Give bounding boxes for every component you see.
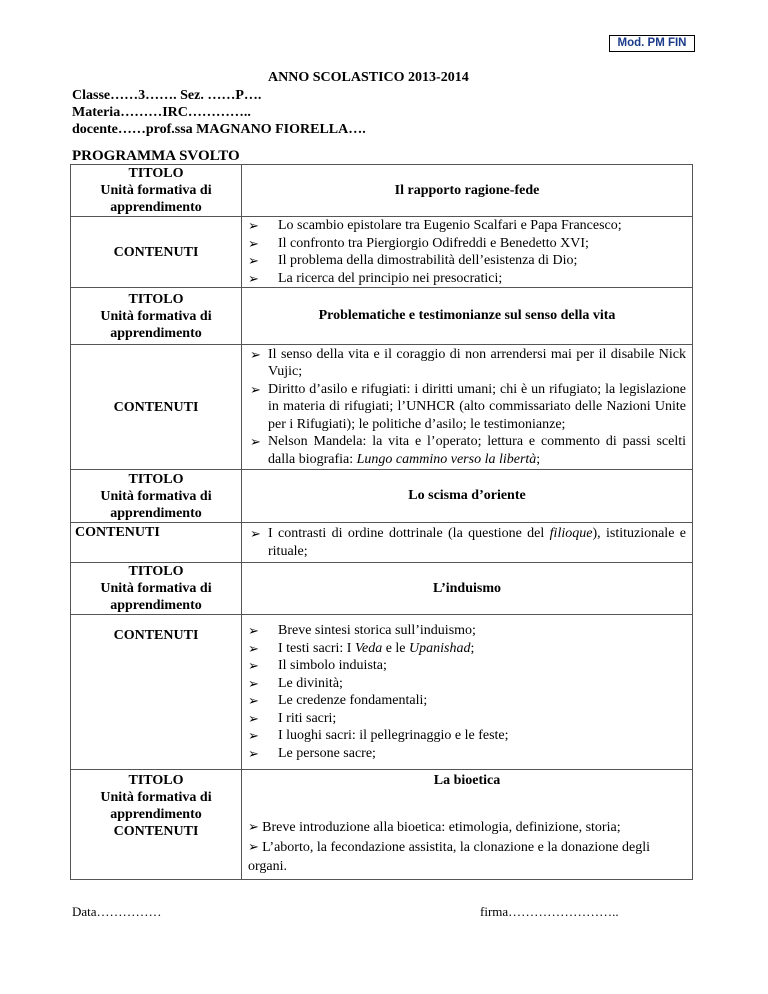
list-item: ➢ Le persone sacre;: [248, 745, 376, 761]
contenuti-label: CONTENUTI: [71, 345, 242, 470]
signature-field: firma……………………..: [480, 904, 619, 919]
unit-5-row: [71, 770, 693, 880]
list-item: ➢ I testi sacri: I Veda e le Upanishad;: [248, 640, 475, 656]
arrowhead-bullet-icon: ➢: [248, 235, 259, 251]
list-item: ➢ Lo scambio epistolare tra Eugenio Scalfari e Papa Francesco;: [248, 218, 622, 233]
date-field: Data……………: [72, 904, 162, 919]
list-item: ➢ Il confronto tra Piergiorgio Odifreddi e Benedetto XVI;: [248, 235, 589, 251]
unit-title-label: TITOLO Unità formativa di apprendimento: [71, 165, 242, 217]
unit-1-content-row: [71, 217, 693, 288]
arrowhead-bullet-icon: ➢: [248, 728, 259, 743]
arrowhead-bullet-icon: ➢: [248, 693, 259, 708]
class-section: Classe……3……. Sez. ……P….: [72, 88, 262, 103]
list-item: ➢ Breve sintesi storica sull’induismo;: [248, 623, 476, 638]
unit-4-title-row: [71, 563, 693, 615]
unit-2-title: Problematiche e testimonianze sul senso della vita: [242, 288, 693, 345]
unit-3-list: [248, 525, 686, 560]
unit-5-list: [248, 817, 686, 876]
arrowhead-bullet-icon: ➢: [248, 839, 263, 854]
arrowhead-bullet-icon: ➢: [248, 710, 259, 726]
arrowhead-bullet-icon: ➢: [248, 253, 259, 268]
unit-4-content-row: [71, 615, 693, 770]
unit-title-label: TITOLO Unità formativa di apprendimento: [71, 470, 242, 523]
unit-3-title: Lo scisma d’oriente: [242, 470, 693, 523]
unit-1-title: Il rapporto ragione-fede: [242, 165, 693, 217]
arrowhead-bullet-icon: ➢: [248, 640, 259, 656]
teacher: docente……prof.ssa MAGNANO FIORELLA….: [72, 122, 366, 137]
unit-3-content-row: [71, 523, 693, 563]
unit-1-title-row: [71, 165, 693, 217]
arrowhead-bullet-icon: ➢: [250, 381, 261, 397]
document-code-badge: Mod. PM FIN: [609, 35, 695, 52]
list-item: ➢ Breve introduzione alla bioetica: etimologia, definizione, storia;: [248, 819, 621, 835]
subject: Materia………IRC…………..: [72, 105, 251, 120]
unit-4-list: [248, 622, 686, 762]
unit-1-list: [248, 217, 686, 287]
arrowhead-bullet-icon: ➢: [248, 218, 259, 233]
unit-3-title-row: [71, 470, 693, 523]
unit-title-label: TITOLO Unità formativa di apprendimento: [71, 563, 242, 615]
arrowhead-bullet-icon: ➢: [250, 526, 261, 541]
unit-2-list: [248, 346, 686, 469]
program-table: [70, 164, 693, 880]
arrowhead-bullet-icon: ➢: [248, 675, 259, 691]
unit-2-content-row: [71, 345, 693, 470]
arrowhead-bullet-icon: ➢: [248, 745, 259, 761]
arrowhead-bullet-icon: ➢: [250, 346, 261, 362]
list-item: ➢ I riti sacri;: [248, 710, 337, 726]
list-item: ➢ I contrasti di ordine dottrinale (la questione del filioque), istituzionale e rituale;: [250, 526, 686, 559]
programma-title: PROGRAMMA SVOLTO: [72, 148, 240, 164]
list-item: ➢ La ricerca del principio nei presocratici;: [248, 270, 503, 286]
arrowhead-bullet-icon: ➢: [248, 270, 259, 286]
list-item: ➢ I luoghi sacri: il pellegrinaggio e le feste;: [248, 728, 509, 743]
arrowhead-bullet-icon: ➢: [250, 434, 261, 450]
unit-2-title-row: [71, 288, 693, 345]
list-item: ➢ Il senso della vita e il coraggio di non arrendersi mai per il disabile Nick Vujic;: [250, 346, 686, 380]
list-item: ➢ Nelson Mandela: la vita e l’operato; lettura e commento di passi scelti dalla biografia: Lungo cammino verso la libertà;: [250, 434, 686, 467]
list-item: ➢ L’aborto, la fecondazione assistita, la clonazione e la donazione degli organi.: [248, 839, 650, 874]
unit-title-label: TITOLO Unità formativa di apprendimento CONTENUTI: [71, 770, 242, 880]
school-year: ANNO SCOLASTICO 2013-2014: [268, 70, 469, 85]
list-item: ➢ Il problema della dimostrabilità dell’esistenza di Dio;: [248, 253, 578, 268]
list-item: ➢ Le divinità;: [248, 675, 343, 691]
contenuti-label: CONTENUTI: [71, 523, 242, 563]
unit-5-title: La bioetica: [433, 773, 501, 788]
contenuti-label: CONTENUTI: [71, 217, 242, 288]
list-item: ➢ Diritto d’asilo e rifugiati: i diritti umani; chi è un rifugiato; la legislazione in materia di rifugiati; l’UNHCR (alto commissariato delle Nazioni Unite per i Rifugiati); le politiche d’asilo; le testimonianze;: [250, 381, 686, 432]
list-item: ➢ Il simbolo induista;: [248, 658, 387, 673]
unit-4-title: L’induismo: [242, 563, 693, 615]
contenuti-label: CONTENUTI: [71, 615, 242, 770]
arrowhead-bullet-icon: ➢: [248, 623, 259, 638]
arrowhead-bullet-icon: ➢: [248, 658, 259, 673]
unit-title-label: TITOLO Unità formativa di apprendimento: [71, 288, 242, 345]
arrowhead-bullet-icon: ➢: [248, 819, 263, 834]
list-item: ➢ Le credenze fondamentali;: [248, 693, 428, 708]
